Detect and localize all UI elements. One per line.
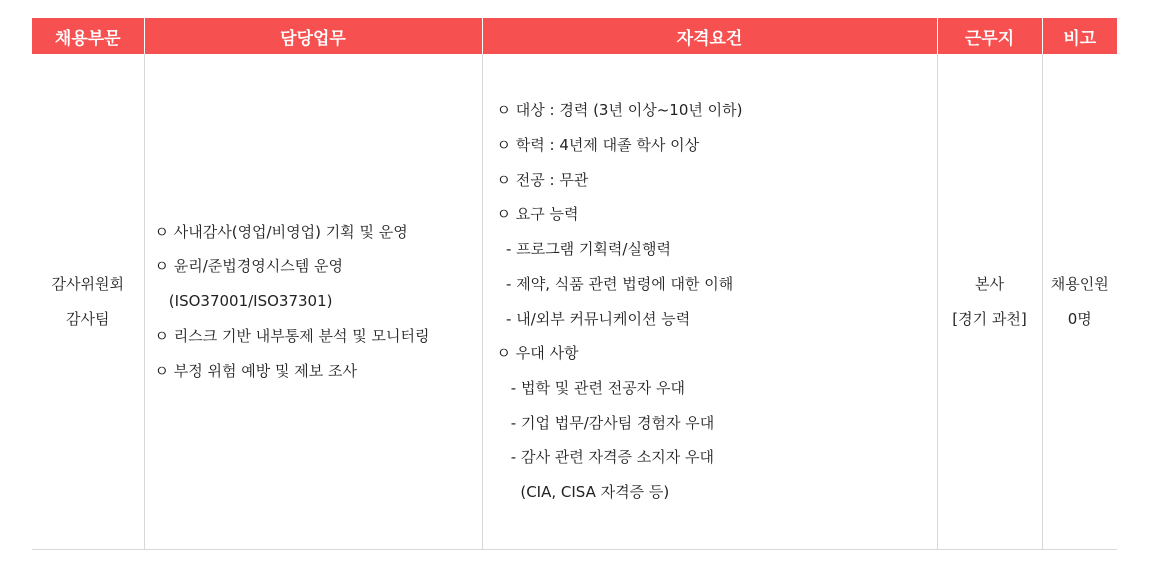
requirement-item: - 법학 및 관련 전공자 우대 bbox=[496, 378, 685, 397]
note-cell bbox=[1042, 54, 1117, 550]
table-row bbox=[32, 54, 1117, 550]
header-department: 채용부문 bbox=[32, 18, 144, 54]
requirement-item: - 기업 법무/감사팀 경험자 우대 bbox=[496, 413, 715, 432]
requirement-item: - 프로그램 기획력/실행력 bbox=[496, 240, 671, 259]
requirement-item: - 제약, 식품 관련 법령에 대한 이해 bbox=[496, 274, 734, 293]
requirement-item: - 내/외부 커뮤니케이션 능력 bbox=[496, 309, 691, 328]
duties-list bbox=[145, 215, 482, 389]
header-location: 근무지 bbox=[937, 18, 1042, 54]
duty-item: ㅇ 부정 위험 예방 및 제보 조사 bbox=[154, 361, 357, 380]
requirement-item: ㅇ 대상 : 경력 (3년 이상~10년 이하) bbox=[496, 101, 743, 120]
duty-item: ㅇ 사내감사(영업/비영업) 기획 및 운영 bbox=[154, 222, 408, 241]
requirements-cell bbox=[482, 54, 937, 550]
duty-item: (ISO37001/ISO37301) bbox=[154, 292, 333, 311]
requirements-list bbox=[483, 93, 937, 509]
location-cell bbox=[937, 54, 1042, 550]
requirement-item: ㅇ 전공 : 무관 bbox=[496, 170, 589, 189]
header-duties: 담당업무 bbox=[144, 18, 482, 54]
header-row bbox=[32, 18, 1117, 54]
requirement-item: (CIA, CISA 자격증 등) bbox=[496, 483, 670, 502]
requirement-item: ㅇ 요구 능력 bbox=[496, 205, 579, 224]
recruitment-table bbox=[32, 18, 1117, 550]
department-cell bbox=[32, 54, 144, 550]
note-line: 0명 bbox=[1067, 309, 1092, 328]
duty-item: ㅇ 리스크 기반 내부통제 분석 및 모니터링 bbox=[154, 326, 430, 345]
department-line: 감사팀 bbox=[66, 309, 110, 328]
duty-item: ㅇ 윤리/준법경영시스템 운영 bbox=[154, 257, 343, 276]
header-note: 비고 bbox=[1042, 18, 1117, 54]
department-line: 감사위원회 bbox=[51, 274, 124, 293]
location-line: [경기 과천] bbox=[952, 309, 1027, 328]
header-requirements: 자격요건 bbox=[482, 18, 937, 54]
location-line: 본사 bbox=[975, 274, 1004, 293]
requirement-item: ㅇ 우대 사항 bbox=[496, 344, 579, 363]
duties-cell bbox=[144, 54, 482, 550]
requirement-item: ㅇ 학력 : 4년제 대졸 학사 이상 bbox=[496, 135, 700, 154]
requirement-item: - 감사 관련 자격증 소지자 우대 bbox=[496, 448, 714, 467]
note-line: 채용인원 bbox=[1050, 274, 1109, 293]
